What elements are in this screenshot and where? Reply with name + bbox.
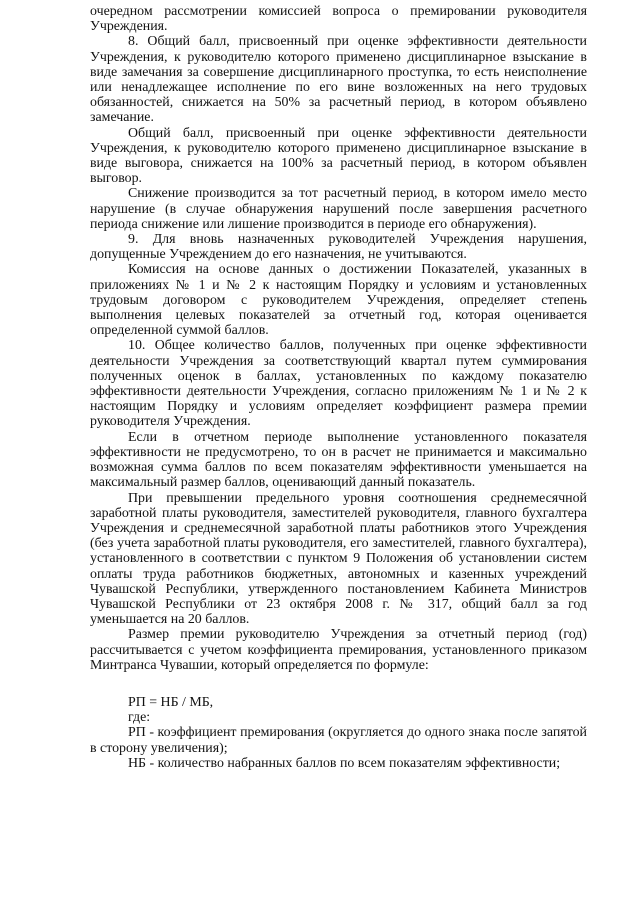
formula-where-label: где: <box>128 710 151 726</box>
formula: РП = НБ / МБ, <box>128 694 214 710</box>
paragraph-reduction-period: Снижение производится за тот расчетный период, в котором имело место нарушение (в случае обнаружения нарушений после завершения расчетного периода снижение или лишение производится в периоде его обнаружения). <box>90 186 587 232</box>
paragraph-item-9: 9. Для вновь назначенных руководителей Учреждения нарушения, допущенные Учреждением до его назначения, не учитываются. <box>90 232 587 263</box>
paragraph-bonus-size: Размер премии руководителю Учреждения за отчетный период (год) рассчитывается с учетом коэффициента премирования, установленного приказом Минтранса Чувашии, который определяется по формуле: <box>90 627 587 673</box>
definition-rp: РП - коэффициент премирования (округляется до одного знака после запятой в сторону увеличения); <box>90 725 587 756</box>
paragraph-commission: Комиссия на основе данных о достижении Показателей, указанных в приложениях № 1 и № 2 к настоящим Порядку и условиям и установленных трудовым договором с руководителем Учреждения, определяет степень выполнения целевых показателей за отчетный год, которая оценивается определенной суммой баллов. <box>90 262 587 339</box>
paragraph-continuation: очередном рассмотрении комиссией вопроса о премировании руководителя Учреждения. <box>90 4 587 35</box>
paragraph-item-10: 10. Общее количество баллов, полученных при оценке эффективности деятельности Учреждения за соответствующий квартал путем суммирования полученных оценок в баллах, установленных по каждому показателю эффективности деятельности Учреждения, согласно приложениям № 1 и № 2 к настоящим Порядку и условиям определяет коэффициент размера премии руководителя Учреждения. <box>90 338 587 430</box>
definition-nb: НБ - количество набранных баллов по всем показателям эффективности; <box>128 755 561 771</box>
document-page <box>90 4 587 771</box>
blank-line <box>90 673 587 695</box>
paragraph-not-planned: Если в отчетном периоде выполнение установленного показателя эффективности не предусмотрено, то он в расчет не принимается и максимально возможная сумма баллов по всем показателям эффективности уменьшается на максимальный размер баллов, оценивающий данный показатель. <box>90 429 587 491</box>
paragraph-item-8: 8. Общий балл, присвоенный при оценке эффективности деятельности Учреждения, к руководителю которого применено дисциплинарное взыскание в виде замечания за совершение дисциплинарного проступка, то есть неисполнение или ненадлежащее исполнение по его вине возложенных на него трудовых обязанностей, снижается на 50% за расчетный период, в котором объявлено замечание. <box>90 34 587 126</box>
paragraph-reprimand: Общий балл, присвоенный при оценке эффективности деятельности Учреждения, к руководителю которого применено дисциплинарное взыскание в виде выговора, снижается на 100% за расчетный период, в котором объявлен выговор. <box>90 125 587 187</box>
paragraph-salary-ratio: При превышении предельного уровня соотношения среднемесячной заработной платы руководителя, заместителей руководителя, главного бухгалтера Учреждения и среднемесячной заработной платы работников этого Учреждения (без учета заработной платы руководителя, его заместителей, главного бухгалтера), установленного в соответствии с пунктом 9 Положения об установлении систем оплаты труда работников бюджетных, автономных и казенных учреждений Чувашской Республики, утвержденного постановлением Кабинета Министров Чувашской Республики от 23 октября 2008 г. № 317, общий балл за год уменьшается на 20 баллов. <box>90 490 587 628</box>
